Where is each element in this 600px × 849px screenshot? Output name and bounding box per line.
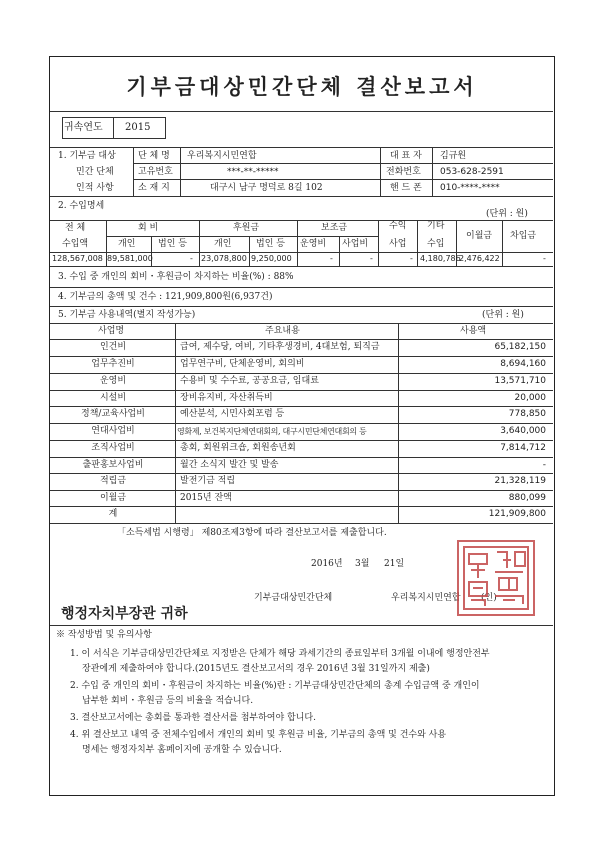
phone-value: 053-628-2591 <box>440 167 504 177</box>
sec2-label: 2. 수입명세 <box>58 201 105 211</box>
usage-name: 연대사업비 <box>91 426 135 436</box>
usage-amount: 65,182,150 <box>494 342 546 352</box>
sec3-ratio: 3. 수입 중 개인의 회비・후원금이 차지하는 비율(%) : 88% <box>58 272 294 282</box>
org-name-value: 우리복지시민연합 <box>187 151 257 161</box>
usage-amount: 13,571,710 <box>494 376 546 386</box>
usage-content: 수용비 및 수수료, 공공요금, 임대료 <box>180 376 319 386</box>
h-other2: 수입 <box>427 239 445 249</box>
sub-person: 개인 <box>118 239 136 249</box>
sub-proj: 사업비 <box>342 239 369 249</box>
h-name: 사업명 <box>98 326 125 336</box>
income-subsidy-ops: - <box>330 254 333 263</box>
note-line: 명세는 행정자치부 홈페이지에 공개할 수 있습니다. <box>82 745 282 755</box>
date-month: 3월 <box>355 559 370 569</box>
official-seal-stamp <box>457 540 535 616</box>
income-total: 128,567,008 <box>52 254 103 263</box>
mobile-value: 010-****-**** <box>440 183 500 193</box>
note-line: 3. 결산보고서에는 총회를 통과한 결산서를 첨부하여야 합니다. <box>70 713 316 723</box>
usage-amount: 8,694,160 <box>500 359 546 369</box>
h-carry: 이월금 <box>466 231 493 241</box>
note-line: 4. 위 결산보고 내역 중 전체수입에서 개인의 회비 및 후원금 비율, 기부금의 총액 및 건수와 사용 <box>70 730 447 740</box>
rep-value: 김규원 <box>440 151 467 161</box>
sec5-label: 5. 기부금 사용내역(별지 작성가능) <box>58 310 196 320</box>
sec1-label2: 민간 단체 <box>76 167 114 177</box>
sec4-total: 4. 기부금의 총액 및 건수 : 121,909,800원(6,937건) <box>58 292 273 302</box>
declaration: 「소득세법 시행령」 제80조제3항에 따라 결산보고서를 제출합니다. <box>117 528 387 538</box>
sub-corp: 법인 등 <box>158 239 187 249</box>
income-subsidy-proj: - <box>370 254 373 263</box>
seal-pattern-icon <box>459 542 533 614</box>
usage-name: 운영비 <box>99 376 127 386</box>
phone-label: 전화번호 <box>386 167 421 177</box>
usage-total-amount: 121,909,800 <box>488 509 546 519</box>
reg-no-value: ***-**-***** <box>227 167 279 177</box>
org-name-label: 단 체 명 <box>138 151 170 161</box>
page-title: 기부금대상민간단체 결산보고서 <box>126 74 478 99</box>
sec2-unit: (단위 : 원) <box>486 209 528 219</box>
note-line: 2. 수입 중 개인의 회비・후원금이 차지하는 비율(%)란 : 기부금대상민간단체의 총계 수입금액 중 개인이 <box>70 681 480 691</box>
reg-no-label: 고유번호 <box>138 167 173 177</box>
h-biz2: 사업 <box>389 239 407 249</box>
date-day: 21일 <box>384 559 405 569</box>
notes-heading: ※ 작성방법 및 유의사항 <box>56 630 152 640</box>
sec1-label3: 인적 사항 <box>76 183 114 193</box>
recipient: 행정자치부장관 귀하 <box>61 606 188 622</box>
usage-name: 업무추진비 <box>91 359 135 369</box>
usage-content: 업무연구비, 단체운영비, 회의비 <box>180 359 305 369</box>
sub-person2: 개인 <box>214 239 232 249</box>
usage-total-label: 계 <box>108 509 118 519</box>
usage-amount: 778,850 <box>508 409 546 419</box>
note-line: 1. 이 서식은 기부금대상민간단체로 지정받은 단체가 해당 과세기간의 종료일부터 3개월 이내에 행정안전부 <box>70 649 490 659</box>
h-member: 회 비 <box>138 223 159 233</box>
usage-content: 장비유지비, 자산취득비 <box>180 393 273 403</box>
usage-name: 시설비 <box>99 393 127 403</box>
title-divider <box>50 111 553 112</box>
sec1-label: 1. 기부금 대상 <box>58 151 116 161</box>
h-amount: 사용액 <box>460 326 487 336</box>
note-line: 납부한 회비・후원금 등의 비율을 적습니다. <box>82 696 254 706</box>
usage-amount: 21,328,119 <box>494 476 546 486</box>
income-carry: 2,476,422 <box>459 254 500 263</box>
income-other: 4,180,786 <box>420 254 461 263</box>
usage-amount: 20,000 <box>514 393 546 403</box>
usage-amount: 880,099 <box>508 493 546 503</box>
h-content: 주요내용 <box>265 326 300 336</box>
mobile-label: 핸 드 폰 <box>390 183 422 193</box>
address-value: 대구시 남구 명덕로 8길 102 <box>210 183 323 193</box>
income-loan: - <box>543 254 546 263</box>
h-loan: 차입금 <box>510 231 537 241</box>
date-year: 2016년 <box>311 559 343 569</box>
h-other: 기타 <box>427 221 445 231</box>
sub-ops: 운영비 <box>300 239 327 249</box>
usage-name: 정책/교육사업비 <box>81 409 145 419</box>
usage-content: 발전기금 적립 <box>180 476 236 486</box>
usage-name: 조직사업비 <box>91 443 135 453</box>
usage-amount: 7,814,712 <box>500 443 546 453</box>
income-member-person: 89,581,000 <box>107 254 153 263</box>
year-value: 2015 <box>125 122 151 133</box>
address-label: 소 재 지 <box>138 183 170 193</box>
h-biz: 수익 <box>389 221 407 231</box>
usage-amount: - <box>542 460 546 470</box>
sub-corp2: 법인 등 <box>256 239 285 249</box>
usage-content: 영화제, 보건복지단체연대회의, 대구시민단체연대회의 등 <box>177 427 367 436</box>
year-label: 귀속연도 <box>64 122 103 133</box>
usage-content: 예산분석, 시민사회포럼 등 <box>180 409 285 419</box>
h-support: 후원금 <box>233 223 260 233</box>
signer-name: 우리복지시민연합 <box>391 593 461 603</box>
h-total2: 수입액 <box>62 239 89 249</box>
note-line: 장관에게 제출하여야 합니다.(2015년도 결산보고서의 경우 2016년 3월 31일까지 제출) <box>82 664 430 674</box>
usage-name: 출판홍보사업비 <box>82 460 144 470</box>
h-subsidy: 보조금 <box>321 223 348 233</box>
sec5-unit: (단위 : 원) <box>482 310 524 320</box>
income-member-corp: - <box>190 254 193 263</box>
rep-label: 대 표 자 <box>390 151 422 161</box>
usage-name: 이월금 <box>99 493 127 503</box>
signer-type: 기부금대상민간단체 <box>254 593 333 603</box>
usage-content: 2015년 잔액 <box>180 493 232 503</box>
h-total: 전 체 <box>65 223 86 233</box>
usage-content: 총회, 회원위크숍, 회원송년회 <box>180 443 296 453</box>
usage-name: 적립금 <box>99 476 127 486</box>
usage-content: 급여, 제수당, 여비, 기타후생경비, 4대보험, 퇴직금 <box>180 342 380 352</box>
income-biz: - <box>410 254 413 263</box>
usage-name: 인건비 <box>99 342 127 352</box>
usage-amount: 3,640,000 <box>500 426 546 436</box>
income-support-person: 23,078,800 <box>201 254 247 263</box>
income-support-corp: 9,250,000 <box>251 254 292 263</box>
signer-seal-mark: (인) <box>481 593 497 603</box>
usage-content: 월간 소식지 발간 및 발송 <box>180 460 279 470</box>
